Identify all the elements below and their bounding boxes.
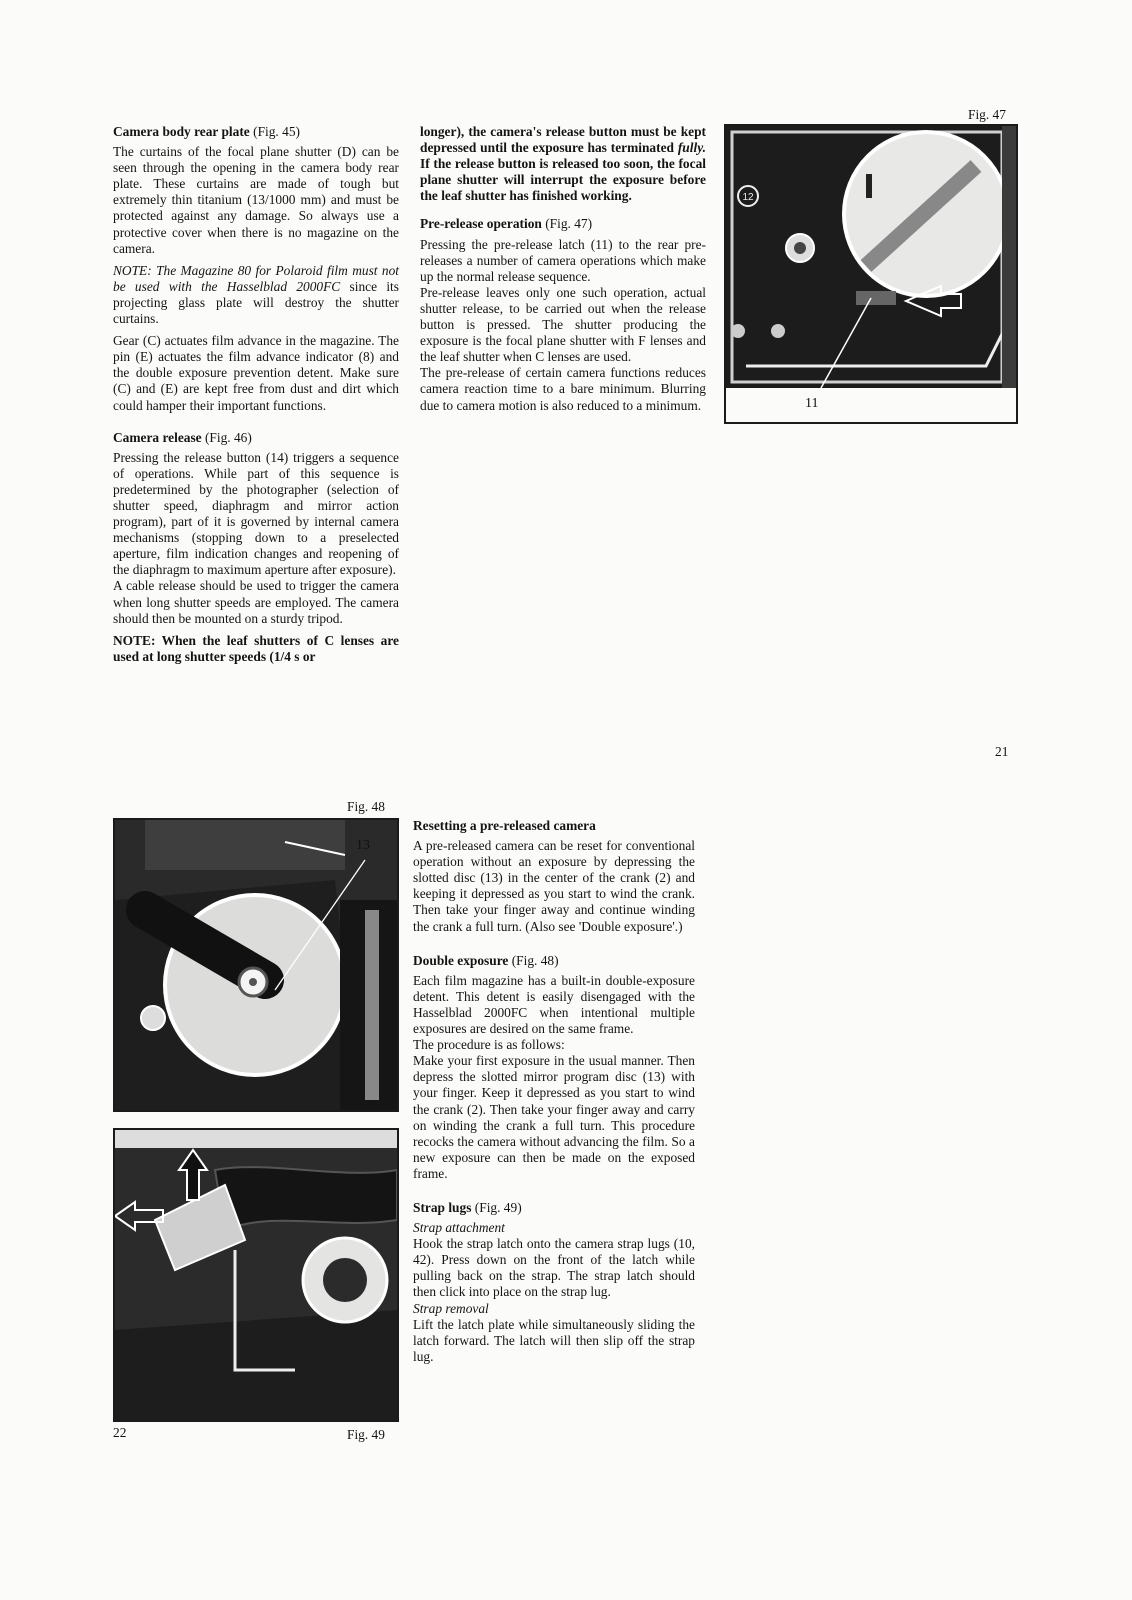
- paragraph: Pressing the release button (14) triggers a sequence of operations. While part of this sequence is predetermined by the photographer (selection of shutter speed, diaphragm and mirror action program), part of it is governed by internal camera mechanisms (stopping down to a preselected aperture, film indication changes and reopening of the diaphragm to maximum aperture after exposure).: [113, 449, 399, 578]
- paragraph: Lift the latch plate while simultaneously sliding the latch forward. The latch will then slip off the strap lug.: [413, 1316, 695, 1364]
- fig48-photo: [113, 818, 399, 1112]
- paragraph: The curtains of the focal plane shutter (D) can be seen through the opening in the camera body rear plate. These curtains are made of tough but extremely thin titanium (13/1000 mm) and must be protected against any damage. So always use a protective cover when there is no magazine on the camera.: [113, 144, 399, 256]
- paragraph: Pre-release leaves only one such operation, actual shutter release, to be carried out when the release button is pressed. The shutter producing the exposure is the focal plane shutter with F lenses and the leaf shutter when C lenses are used.: [420, 284, 706, 365]
- strap-latch-illustration: [115, 1130, 397, 1420]
- fig48-callout-13: 13: [356, 838, 370, 853]
- subheading-strap-removal: Strap removal: [413, 1300, 489, 1316]
- fig47-callout-11: 11: [805, 396, 819, 411]
- page-number-21: 21: [995, 744, 1009, 759]
- heading-double-exposure: Double exposure (Fig. 48): [413, 952, 559, 968]
- paragraph: A pre-released camera can be reset for conventional operation without an exposure by depressing the slotted disc (13) in the center of the crank (2) and keeping it depressed as you start to wind the crank. Then take your finger away and continue winding the crank a full turn. (Also see 'Double exposure'.): [413, 838, 695, 934]
- heading-strap-lugs: Strap lugs (Fig. 49): [413, 1199, 522, 1215]
- crank-disc-illustration: [115, 820, 397, 1110]
- note-polaroid: NOTE: The Magazine 80 for Polaroid film must not be used with the Hasselblad 2000FC since its projecting glass plate will destroy the shutter curtains.: [113, 262, 399, 327]
- fig49-photo: [113, 1128, 399, 1422]
- fig48-caption: Fig. 48: [347, 799, 385, 814]
- subheading-strap-attachment: Strap attachment: [413, 1220, 505, 1236]
- column-bottom: [413, 818, 695, 1371]
- column-1-top: [113, 124, 399, 671]
- heading-pre-release-operation: Pre-release operation (Fig. 47): [420, 216, 593, 232]
- paragraph: A cable release should be used to trigger the camera when long shutter speeds are employed. The camera should then be mounted on a sturdy tripod.: [113, 578, 399, 626]
- svg-text:12: 12: [742, 192, 754, 203]
- heading-camera-body-rear-plate: Camera body rear plate (Fig. 45): [113, 124, 300, 139]
- note-leaf-shutters: NOTE: When the leaf shutters of C lenses are used at long shutter speeds (1/4 s or: [113, 632, 399, 664]
- paragraph: Each film magazine has a built-in double-exposure detent. This detent is easily disengaged with the Hasselblad 2000FC when intentional multiple exposures are desired on the same frame.: [413, 972, 695, 1037]
- paragraph: Make your first exposure in the usual manner. Then depress the slotted mirror program disc (13) with your finger. Keep it depressed as you start to wind the crank (2). Then take your finger away and carry on winding the crank a full turn. This procedure recocks the camera without advancing the film. So a new exposure can then be made on the exposed frame.: [413, 1053, 695, 1181]
- page-number-22: 22: [113, 1425, 127, 1440]
- fig47-caption: Fig. 47: [968, 107, 1006, 122]
- column-2-top: [420, 124, 706, 420]
- heading-resetting: Resetting a pre-released camera: [413, 818, 596, 833]
- paragraph: Hook the strap latch onto the camera strap lugs (10, 42). Press down on the front of the latch while pulling back on the strap. The strap latch should then click into place on the strap lug.: [413, 1236, 695, 1300]
- heading-camera-release: Camera release (Fig. 46): [113, 429, 252, 445]
- paragraph: Pressing the pre-release latch (11) to the rear pre-releases a number of camera operations which make up the normal release sequence.: [420, 236, 706, 284]
- paragraph: The procedure is as follows:: [413, 1037, 565, 1053]
- paragraph: The pre-release of certain camera functions reduces camera reaction time to a bare minimum. Blurring due to camera motion is also reduced to a minimum.: [420, 365, 706, 413]
- fig47-photo: [724, 124, 1018, 424]
- fig49-caption: Fig. 49: [347, 1427, 385, 1442]
- camera-pre-release-illustration: [726, 126, 1016, 422]
- paragraph-continued: longer), the camera's release button must be kept depressed until the exposure has terminated fully. If the release button is released too soon, the focal plane shutter will interrupt the exposure before the leaf shutter has finished working.: [420, 124, 706, 204]
- paragraph: Gear (C) actuates film advance in the magazine. The pin (E) actuates the film advance indicator (8) and the double exposure prevention detent. Make sure (C) and (E) are kept free from dust and dirt which could hamper their important functions.: [113, 333, 399, 413]
